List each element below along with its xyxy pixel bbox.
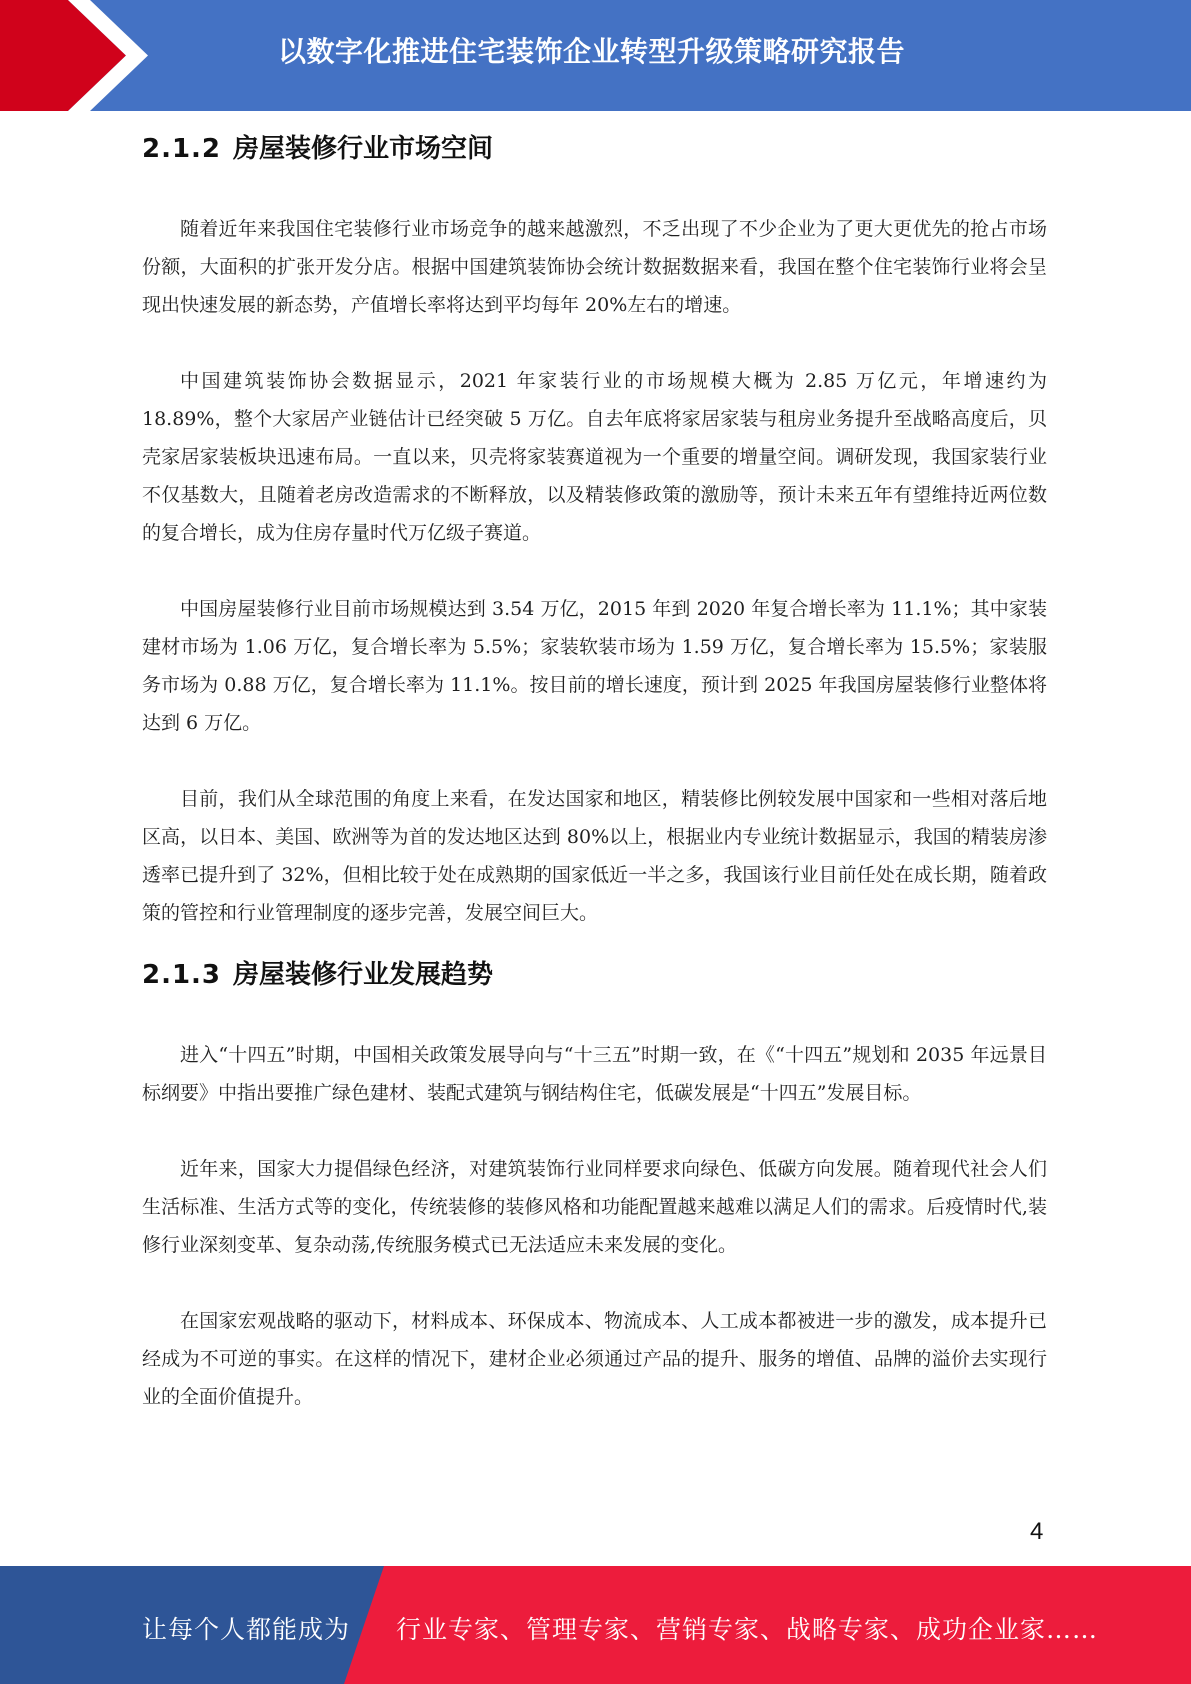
section-heading: [142, 958, 1047, 992]
paragraph: 目前，我们从全球范围的角度上来看，在发达国家和地区，精装修比例较发展中国家和一些相对落后地区高，以日本、美国、欧洲等为首的发达地区达到 80%以上，根据业内专业统计数据显示，我国的精装房渗透率已提升到了 32%，但相比较于处在成熟期的国家低近一半之多，我国该行业目前任处在成长期，随着政策的管控和行业管理制度的逐步完善，发展空间巨大。: [142, 788, 1047, 924]
footer-slogan-left: 让每个人都能成为: [142, 1615, 351, 1644]
page-content: [142, 132, 1047, 1416]
section-heading: [142, 132, 1047, 166]
page-header: [0, 0, 1191, 111]
section-title: 房屋装修行业发展趋势: [233, 960, 494, 990]
paragraph: 中国建筑装饰协会数据显示，2021 年家装行业的市场规模大概为 2.85 万亿元，年增速约为 18.89%，整个大家居产业链估计已经突破 5 万亿。自去年底将家居家装与租房业务提升至战略高度后，贝壳家居家装板块迅速布局。一直以来，贝壳将家装赛道视为一个重要的增量空间。调研发现，我国家装行业不仅基数大，且随着老房改造需求的不断释放，以及精装修政策的激励等，预计未来五年有望维持近两位数的复合增长，成为住房存量时代万亿级子赛道。: [142, 370, 1047, 544]
section-number: 2.1.2: [142, 134, 222, 164]
report-title: 以数字化推进住宅装饰企业转型升级策略研究报告: [278, 35, 906, 68]
header-arrow-icon: [0, 0, 160, 111]
section-title: 房屋装修行业市场空间: [233, 134, 494, 164]
section-number: 2.1.3: [142, 960, 222, 990]
footer-slogan-right: 行业专家、管理专家、营销专家、战略专家、成功企业家……: [396, 1615, 1099, 1644]
paragraph: 近年来，国家大力提倡绿色经济，对建筑装饰行业同样要求向绿色、低碳方向发展。随着现代社会人们生活标准、生活方式等的变化，传统装修的装修风格和功能配置越来越难以满足人们的需求。后疫情时代,装修行业深刻变革、复杂动荡,传统服务模式已无法适应未来发展的变化。: [142, 1158, 1047, 1256]
page-number: 4: [1030, 1518, 1044, 1545]
paragraph: 随着近年来我国住宅装修行业市场竞争的越来越激烈，不乏出现了不少企业为了更大更优先的抢占市场份额，大面积的扩张开发分店。根据中国建筑装饰协会统计数据数据来看，我国在整个住宅装饰行业将会呈现出快速发展的新态势，产值增长率将达到平均每年 20%左右的增速。: [142, 218, 1047, 316]
page-footer: [0, 1566, 1191, 1684]
paragraph: 进入“十四五”时期，中国相关政策发展导向与“十三五”时期一致，在《“十四五”规划和 2035 年远景目标纲要》中指出要推广绿色建材、装配式建筑与钢结构住宅，低碳发展是“十四五”发展目标。: [142, 1044, 1047, 1104]
paragraph: 中国房屋装修行业目前市场规模达到 3.54 万亿，2015 年到 2020 年复合增长率为 11.1%；其中家装建材市场为 1.06 万亿，复合增长率为 5.5%；家装软装市场为 1.59 万亿，复合增长率为 15.5%；家装服务市场为 0.88 万亿，复合增长率为 11.1%。按目前的增长速度，预计到 2025 年我国房屋装修行业整体将达到 6 万亿。: [142, 598, 1047, 734]
paragraph: 在国家宏观战略的驱动下，材料成本、环保成本、物流成本、人工成本都被进一步的激发，成本提升已经成为不可逆的事实。在这样的情况下，建材企业必须通过产品的提升、服务的增值、品牌的溢价去实现行业的全面价值提升。: [142, 1310, 1047, 1408]
